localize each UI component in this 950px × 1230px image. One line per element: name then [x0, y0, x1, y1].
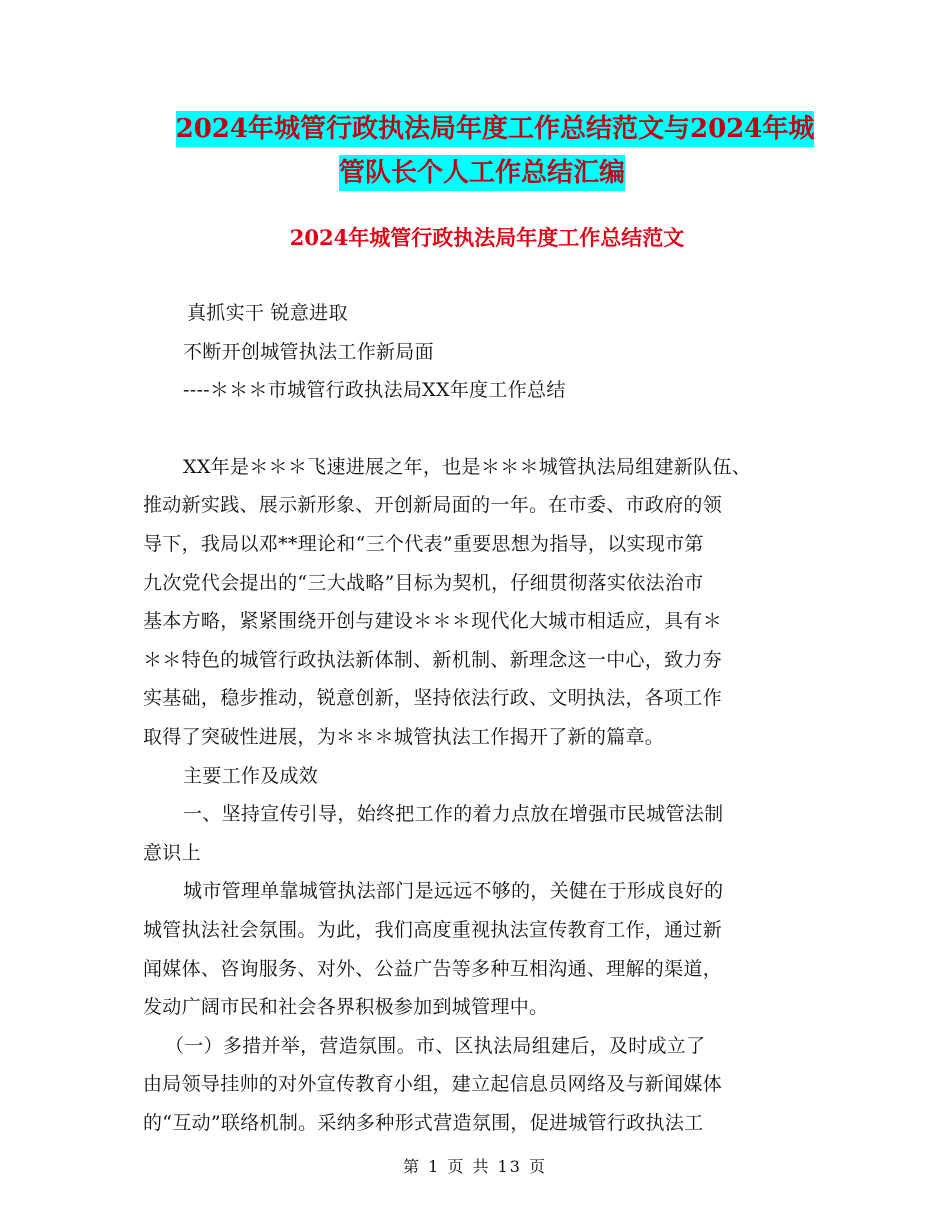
paragraph-gap — [143, 410, 801, 448]
paragraph-line: 城管执法社会氛围。为此，我们高度重视执法宣传教育工作，通过新 — [143, 918, 723, 941]
title-highlight-1: 2024年城管行政执法局年度工作总结范文与2024年城 — [176, 111, 815, 147]
document-body — [143, 294, 801, 1142]
subtitle-line: ----＊＊＊市城管行政执法局XX年度工作总结 — [183, 379, 566, 402]
paragraph-line: 推动新实践、展示新形象、开创新局面的一年。在市委、市政府的领 — [143, 494, 723, 517]
paragraph-line: 闻媒体、咨询服务、对外、公益广告等多种互相沟通、理解的渠道， — [143, 957, 723, 980]
paragraph-line: 发动广阔市民和社会各界积极参加到城管理中。 — [143, 996, 549, 1019]
heading-one-line: 意识上 — [143, 841, 201, 864]
heading-one-line: 一、坚持宣传引导，始终把工作的着力点放在增强市民城管法制 — [183, 803, 724, 826]
paragraph-line: （一）多措并举，营造氛围。市、区执法局组建后，及时成立了 — [165, 1034, 706, 1057]
heading-main-work: 主要工作及成效 — [183, 764, 319, 787]
paragraph-line: 实基础，稳步推动，锐意创新，坚持依法行政、文明执法，各项工作 — [143, 687, 723, 710]
paragraph-line: 城市管理单靠城管执法部门是远远不够的，关健在于形成良好的 — [183, 880, 724, 903]
paragraph-line: ＊＊特色的城管行政执法新体制、新机制、新理念这一中心，致力夯 — [143, 648, 723, 671]
paragraph-line: 基本方略，紧紧围绕开创与建设＊＊＊现代化大城市相适应，具有＊ — [143, 610, 723, 633]
page-footer: 第 1 页 共 13 页 — [403, 1157, 547, 1176]
paragraph-line: 取得了突破性进展，为＊＊＊城管执法工作揭开了新的篇章。 — [143, 725, 665, 748]
paragraph-line: XX年是＊＊＊飞速进展之年，也是＊＊＊城管执法局组建新队伍、 — [183, 455, 752, 478]
paragraph-line: 的“互动”联络机制。采纳多种形式营造氛围，促进城管行政执法工 — [143, 1111, 704, 1134]
paragraph-line: 由局领导挂帅的对外宣传教育小组，建立起信息员网络及与新闻媒体 — [143, 1073, 723, 1096]
title-highlight-2: 管队长个人工作总结汇编 — [339, 155, 625, 191]
subtitle-line: 不断开创城管执法工作新局面 — [183, 340, 434, 363]
document-title-line-1 — [20, 116, 950, 142]
paragraph-line: 九次党代会提出的“三大战略”目标为契机，仔细贯彻落实依法治市 — [143, 571, 704, 594]
paragraph-line: 导下，我局以邓**理论和“三个代表”重要思想为指导，以实现市第 — [143, 532, 704, 555]
subtitle-line: 真抓实干 锐意进取 — [187, 302, 348, 324]
section-title: 2024年城管行政执法局年度工作总结范文 — [289, 225, 685, 250]
document-title-line-2 — [0, 160, 950, 186]
